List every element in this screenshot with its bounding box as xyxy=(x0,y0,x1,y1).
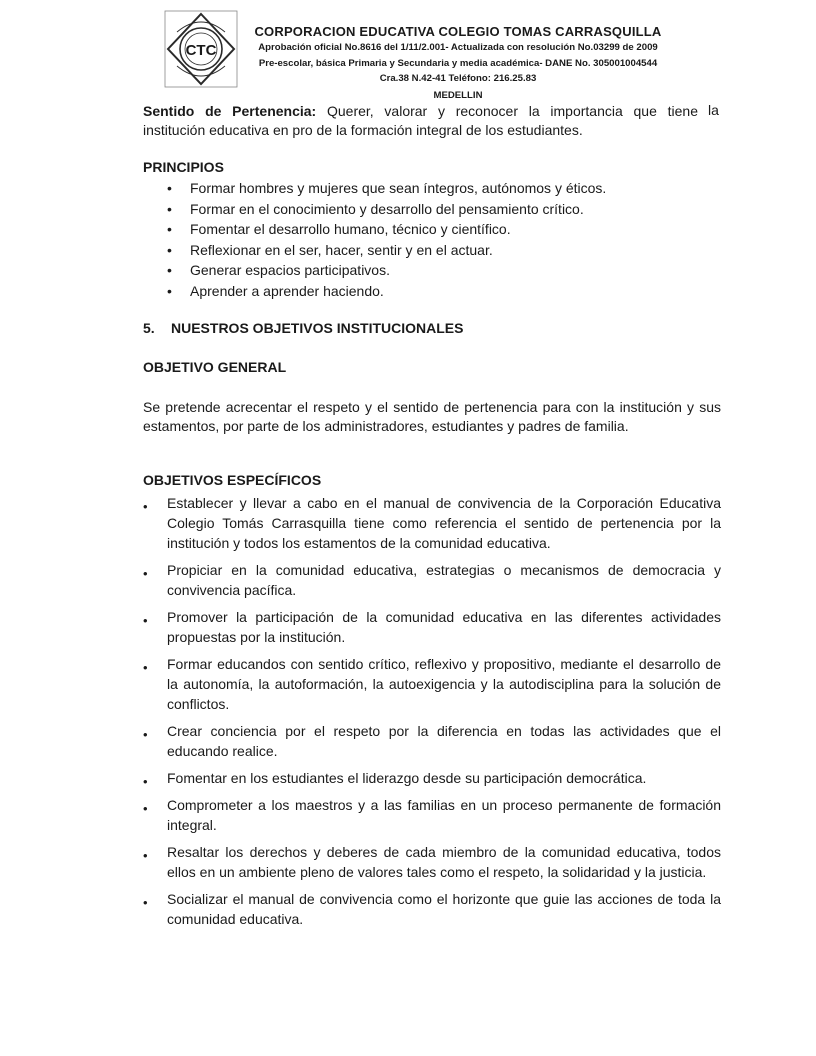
address-line: Cra.38 N.42-41 Teléfono: 216.25.83 xyxy=(379,73,537,84)
objetivos-especificos-heading: OBJETIVOS ESPECÍFICOS xyxy=(143,472,322,488)
bullet-icon: • xyxy=(167,200,172,217)
list-item: • Formar educandos con sentido crítico, reflexivo y propositivo, mediante el desarrollo de la autonomía, la autoformación, la autoexigencia y la autodisciplina para la solución de conflictos. xyxy=(143,656,721,712)
list-item: • Promover la participación de la comunidad educativa en las diferentes actividades propuestas por la institución. xyxy=(143,609,721,645)
intro-label: Sentido de Pertenencia: xyxy=(143,103,317,119)
list-item: • Formar en el conocimiento y desarrollo del pensamiento crítico. xyxy=(143,199,606,220)
bullet-icon: • xyxy=(167,221,172,238)
bullet-icon: • xyxy=(143,801,148,816)
objetivo-general-heading: OBJETIVO GENERAL xyxy=(143,359,287,375)
bullet-icon: • xyxy=(143,727,148,742)
bullet-icon: • xyxy=(143,848,148,863)
bullet-icon: • xyxy=(143,566,148,581)
intro-line-1-tail: la xyxy=(708,102,719,118)
list-item: • Formar hombres y mujeres que sean íntegros, autónomos y éticos. xyxy=(143,178,606,199)
list-item: • Resaltar los derechos y deberes de cada miembro de la comunidad educativa, todos ellos en un ambiente pleno de valores tales como el respeto, la solidaridad y la justicia. xyxy=(143,844,721,880)
list-item: • Fomentar el desarrollo humano, técnico y científico. xyxy=(143,219,606,240)
levels-line: Pre-escolar, básica Primaria y Secundaria y media académica- DANE No. 305001004544 xyxy=(258,58,658,69)
bullet-icon: • xyxy=(167,262,172,279)
bullet-icon: • xyxy=(167,180,172,196)
bullet-icon: • xyxy=(167,241,172,258)
list-item: • Aprender a aprender haciendo. xyxy=(143,281,606,302)
bullet-icon: • xyxy=(143,895,148,910)
list-item: • Propiciar en la comunidad educativa, estrategias o mecanismos de democracia y convivencia pacífica. xyxy=(143,562,721,598)
bullet-icon: • xyxy=(143,499,148,514)
city-line: MEDELLIN xyxy=(433,90,483,101)
list-item: • Socializar el manual de convivencia como el horizonte que guie las acciones de toda la comunidad educativa. xyxy=(143,891,721,927)
list-item: • Fomentar en los estudiantes el liderazgo desde su participación democrática. xyxy=(143,768,721,788)
section-5-number: 5. xyxy=(143,320,155,336)
bullet-icon: • xyxy=(143,774,148,789)
bullet-icon: • xyxy=(167,282,172,299)
school-name: CORPORACION EDUCATIVA COLEGIO TOMAS CARRASQUILLA xyxy=(254,24,662,39)
intro-line-1-text: Querer, valorar y reconocer la importancia que tiene xyxy=(326,103,698,119)
principios-heading: PRINCIPIOS xyxy=(143,159,224,175)
school-crest-logo xyxy=(164,10,238,88)
intro-line-1 xyxy=(143,102,698,121)
list-item: • Reflexionar en el ser, hacer, sentir y en el actuar. xyxy=(143,240,606,261)
svg-text:CTC: CTC xyxy=(185,42,217,59)
objetivos-especificos-list xyxy=(143,493,721,929)
list-item: • Generar espacios participativos. xyxy=(143,260,606,281)
objetivo-general-text: Se pretende acrecentar el respeto y el sentido de pertenencia para con la institución y sus estamentos, por parte de los administradores, estudiantes y padres de familia. xyxy=(143,399,721,434)
approval-line: Aprobación oficial No.8616 del 1/11/2.001- Actualizada con resolución No.03299 de 2009 xyxy=(258,42,658,53)
list-item: • Comprometer a los maestros y a las familias en un proceso permanente de formación integral. xyxy=(143,797,721,833)
section-5-heading: NUESTROS OBJETIVOS INSTITUCIONALES xyxy=(171,320,464,336)
principios-list xyxy=(143,178,606,302)
bullet-icon: • xyxy=(143,660,148,675)
bullet-icon: • xyxy=(143,613,148,628)
intro-line-2: institución educativa en pro de la formación integral de los estudiantes. xyxy=(143,122,583,138)
list-item: • Crear conciencia por el respeto por la diferencia en todas las actividades que el educando realice. xyxy=(143,723,721,759)
list-item: • Establecer y llevar a cabo en el manual de convivencia de la Corporación Educativa Colegio Tomás Carrasquilla tiene como referencia el sentido de pertenencia por la institución y todos los estamentos de la comunidad educativa. xyxy=(143,495,721,551)
